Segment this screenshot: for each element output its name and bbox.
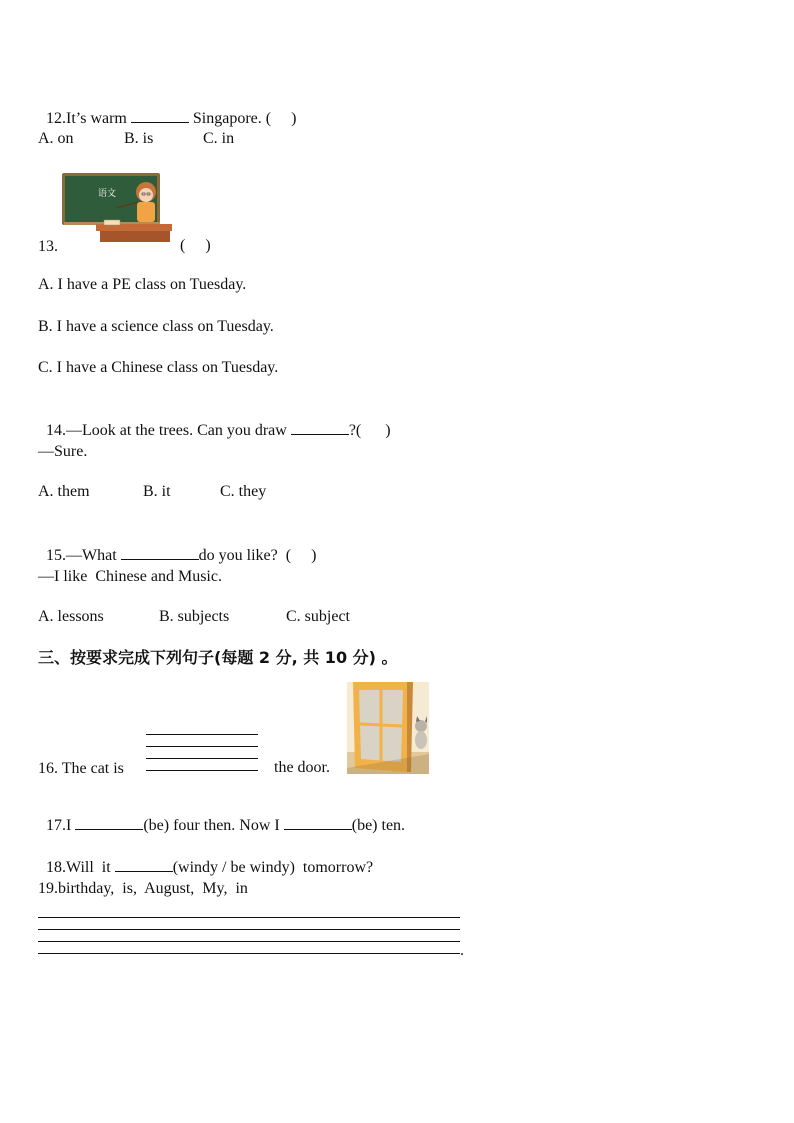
q19-answer-line-1[interactable] [38,917,460,918]
q13-number: 13. [38,238,58,255]
q17-stem: 17.I (be) four then. Now I (be) ten. [46,817,406,834]
cat-behind-door-illustration [347,682,429,774]
q12-option-a[interactable]: A. on [38,130,74,147]
q15-answer: —I like Chinese and Music. [38,568,222,585]
q18-blank[interactable] [115,857,173,872]
q12-option-b[interactable]: B. is [124,130,154,147]
q15-stem: 15.—What do you like? ( ) [46,547,317,564]
q13-option-b[interactable]: B. I have a science class on Tuesday. [38,318,274,335]
teacher-blackboard-illustration [60,172,176,246]
q19-answer-line-2[interactable] [38,929,460,930]
q16-answer-line-1[interactable] [146,734,258,735]
section-3-heading: 三、按要求完成下列句子(每题 2 分, 共 10 分) 。 [38,648,398,667]
q13-option-a[interactable]: A. I have a PE class on Tuesday. [38,276,247,293]
q19-stem: 19.birthday, is, August, My, in [38,880,248,897]
q14-option-a[interactable]: A. them [38,483,90,500]
q12-stem: 12.It’s warm Singapore. ( ) [46,110,297,127]
q18-stem: 18.Will it (windy / be windy) tomorrow? [46,859,374,876]
q16-answer-line-2[interactable] [146,746,258,747]
q17-blank-1[interactable] [75,815,143,830]
q16-answer-line-3[interactable] [146,758,258,759]
q13-option-c[interactable]: C. I have a Chinese class on Tuesday. [38,359,279,376]
q14-option-c[interactable]: C. they [220,483,267,500]
q16-prefix: 16. The cat is [38,760,124,777]
q15-blank[interactable] [121,545,199,560]
q17-blank-2[interactable] [284,815,352,830]
q13-paren[interactable]: ( ) [180,237,211,254]
q16-suffix: the door. [274,759,330,776]
q12-option-c[interactable]: C. in [203,130,235,147]
q15-option-b[interactable]: B. subjects [159,608,230,625]
q12-blank[interactable] [131,108,189,123]
q14-answer: —Sure. [38,443,88,460]
q14-blank[interactable] [291,420,349,435]
q19-answer-line-4[interactable] [38,953,460,954]
q15-option-c[interactable]: C. subject [286,608,350,625]
q16-answer-line-4[interactable] [146,770,258,771]
q14-stem: 14.—Look at the trees. Can you draw ?( ) [46,422,391,439]
q14-option-b[interactable]: B. it [143,483,171,500]
q19-end-period: . [460,942,464,959]
q19-answer-line-3[interactable] [38,941,460,942]
q15-option-a[interactable]: A. lessons [38,608,104,625]
blackboard-text: 语文 [98,189,117,199]
